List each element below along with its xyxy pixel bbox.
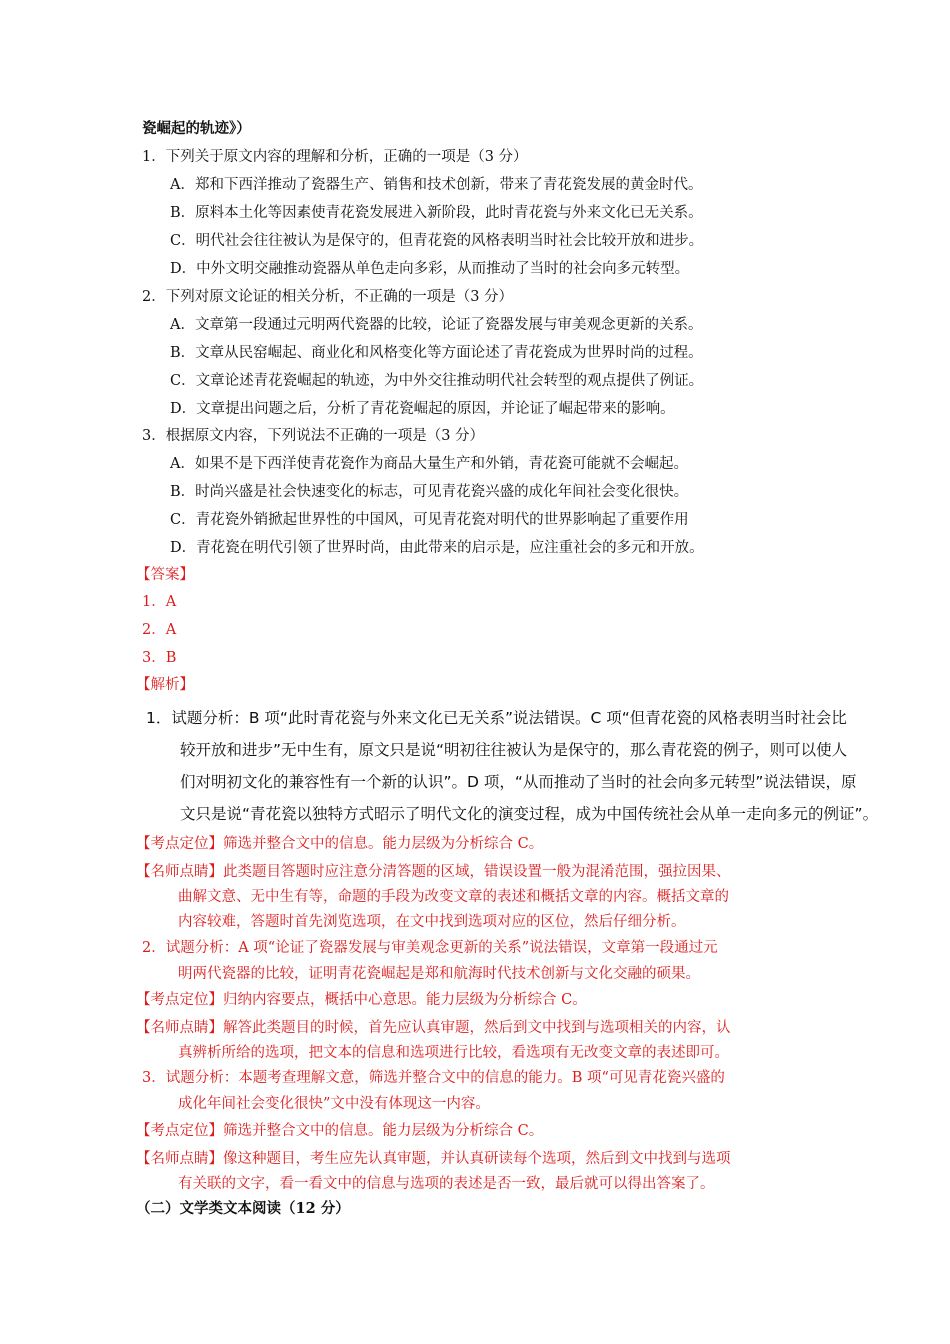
mingshi-1-line-1: 【名师点睛】此类题目答题时应注意分清答题的区域，错误设置一般为混淆范围，强拉因果、 bbox=[136, 864, 731, 880]
question-1-option-d: D．中外文明交融推动瓷器从单色走向多彩，从而推动了当时的社会向多元转型。 bbox=[170, 261, 690, 277]
mingshi-1-line-2: 曲解文意、无中生有等，命题的手段为改变文章的表述和概括文章的内容。概括文章的 bbox=[178, 889, 729, 905]
question-1-option-b: B．原料本土化等因素使青花瓷发展进入新阶段，此时青花瓷与外来文化已无关系。 bbox=[170, 205, 703, 221]
question-3-option-c: C．青花瓷外销掀起世界性的中国风，可见青花瓷对明代的世界影响起了重要作用 bbox=[170, 512, 689, 528]
answer-1: 1．A bbox=[142, 594, 177, 610]
kaodian-1: 【考点定位】筛选并整合文中的信息。能力层级为分析综合 C。 bbox=[136, 836, 544, 852]
question-3-option-d: D．青花瓷在明代引领了世界时尚，由此带来的启示是，应注重社会的多元和开放。 bbox=[170, 540, 704, 556]
question-1-stem: 1．下列关于原文内容的理解和分析，正确的一项是（3 分） bbox=[142, 149, 528, 165]
analysis-1-line-2: 较开放和进步”无中生有，原文只是说“明初往往被认为是保守的，那么青花瓷的例子，则可以使人 bbox=[180, 741, 848, 759]
question-2-option-d: D．文章提出问题之后，分析了青花瓷崛起的原因，并论证了崛起带来的影响。 bbox=[170, 401, 675, 417]
question-2-option-a: A．文章第一段通过元明两代瓷器的比较，论证了瓷器发展与审美观念更新的关系。 bbox=[170, 317, 703, 333]
question-1-option-a: A．郑和下西洋推动了瓷器生产、销售和技术创新，带来了青花瓷发展的黄金时代。 bbox=[170, 177, 703, 193]
analysis-heading: 【解析】 bbox=[136, 677, 194, 693]
analysis-1-line-3: 们对明初文化的兼容性有一个新的认识”。D 项，“从而推动了当时的社会向多元转型”说法错误，原 bbox=[180, 773, 857, 791]
section-title: （二）文学类文本阅读（12 分） bbox=[136, 1200, 350, 1217]
answer-heading: 【答案】 bbox=[136, 567, 194, 583]
kaodian-2: 【考点定位】归纳内容要点，概括中心意思。能力层级为分析综合 C。 bbox=[136, 992, 587, 1008]
question-2-option-c: C．文章论述青花瓷崛起的轨迹，为中外交往推动明代社会转型的观点提供了例证。 bbox=[170, 373, 704, 389]
mingshi-3-line-2: 有关联的文字，看一看文中的信息与选项的表述是否一致，最后就可以得出答案了。 bbox=[178, 1176, 715, 1192]
analysis-3-line-1: 3．试题分析：本题考查理解文意，筛选并整合文中的信息的能力。B 项“可见青花瓷兴盛的 bbox=[142, 1070, 725, 1086]
analysis-1-line-1: 1．试题分析：B 项“此时青花瓷与外来文化已无关系”说法错误。C 项“但青花瓷的风格表明当时社会比 bbox=[146, 709, 847, 727]
question-3-stem: 3．根据原文内容，下列说法不正确的一项是（3 分） bbox=[142, 428, 485, 444]
header-fragment: 瓷崛起的轨迹》） bbox=[142, 120, 251, 137]
analysis-1-line-4: 文只是说“青花瓷以独特方式昭示了明代文化的演变过程，成为中国传统社会从单一走向多元的例证”。 bbox=[180, 805, 879, 823]
analysis-3-line-2: 成化年间社会变化很快”文中没有体现这一内容。 bbox=[178, 1096, 490, 1112]
mingshi-2-line-2: 真辨析所给的选项，把文本的信息和选项进行比较，看选项有无改变文章的表述即可。 bbox=[178, 1045, 729, 1061]
analysis-2-line-2: 明两代瓷器的比较，证明青花瓷崛起是郑和航海时代技术创新与文化交融的硕果。 bbox=[178, 966, 700, 982]
question-3-option-a: A．如果不是下西洋使青花瓷作为商品大量生产和外销，青花瓷可能就不会崛起。 bbox=[170, 456, 688, 472]
question-3-option-b: B．时尚兴盛是社会快速变化的标志，可见青花瓷兴盛的成化年间社会变化很快。 bbox=[170, 484, 689, 500]
question-2-option-b: B．文章从民窑崛起、商业化和风格变化等方面论述了青花瓷成为世界时尚的过程。 bbox=[170, 345, 703, 361]
question-2-stem: 2．下列对原文论证的相关分析，不正确的一项是（3 分） bbox=[142, 289, 514, 305]
answer-2: 2．A bbox=[142, 622, 177, 638]
answer-3: 3．B bbox=[142, 650, 177, 666]
kaodian-3: 【考点定位】筛选并整合文中的信息。能力层级为分析综合 C。 bbox=[136, 1123, 544, 1139]
mingshi-1-line-3: 内容较难，答题时首先浏览选项，在文中找到选项对应的区位，然后仔细分析。 bbox=[178, 914, 686, 930]
analysis-2-line-1: 2．试题分析：A 项“论证了瓷器发展与审美观念更新的关系”说法错误，文章第一段通过元 bbox=[142, 940, 718, 956]
mingshi-3-line-1: 【名师点睛】像这种题目，考生应先认真审题，并认真研读每个选项，然后到文中找到与选项 bbox=[136, 1151, 731, 1167]
mingshi-2-line-1: 【名师点睛】解答此类题目的时候，首先应认真审题，然后到文中找到与选项相关的内容，认 bbox=[136, 1020, 731, 1036]
question-1-option-c: C．明代社会往往被认为是保守的，但青花瓷的风格表明当时社会比较开放和进步。 bbox=[170, 233, 704, 249]
